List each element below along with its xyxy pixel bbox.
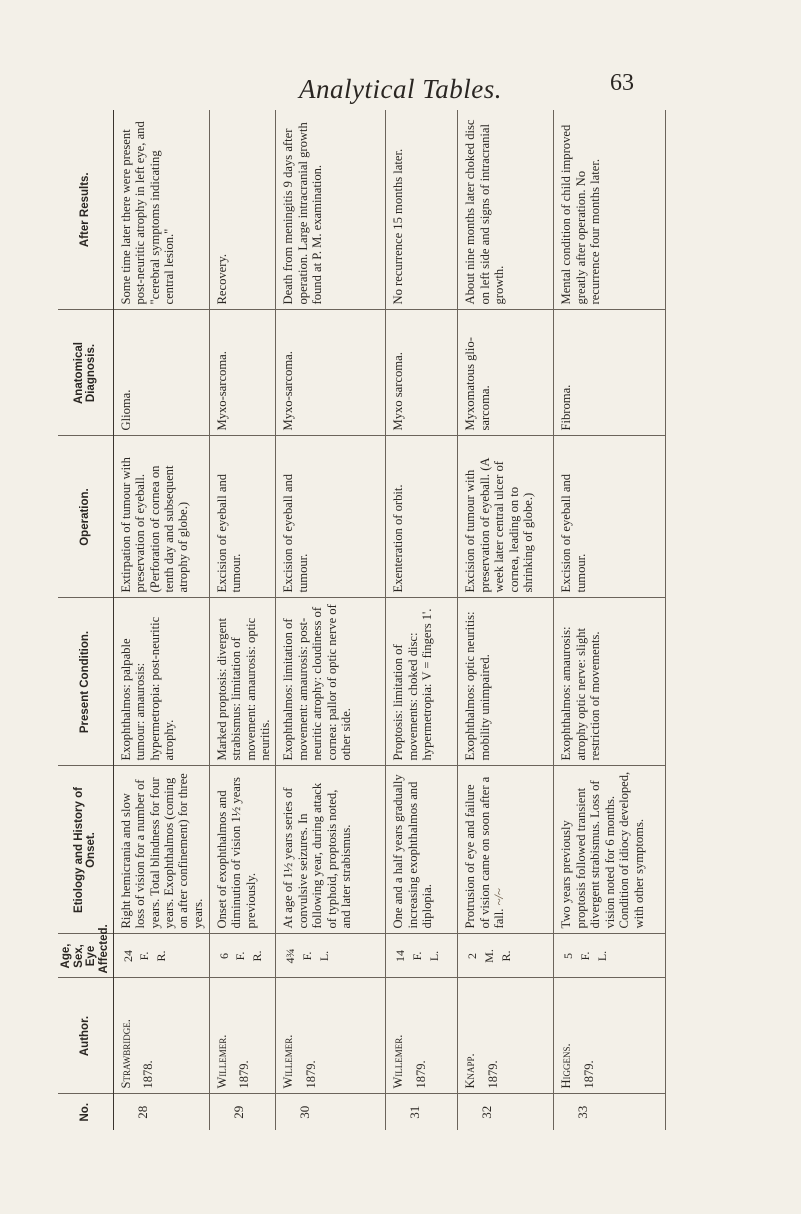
cell-etiology: Onset of exophthalmos and diminution of vision 1½ years previously. bbox=[209, 766, 276, 934]
header-present: Present Condition. bbox=[58, 598, 113, 766]
cell-diagnosis: Myxo-sarcoma. bbox=[209, 310, 276, 436]
cell-etiology bbox=[458, 766, 554, 934]
cell-age: 2 M. R. bbox=[458, 934, 554, 978]
cell-author: Willemer. 1879. bbox=[209, 978, 276, 1094]
cell-results: No recurrence 15 months later. bbox=[386, 110, 458, 310]
cell-present: Exophthalmos: amaurosis: atrophy optic nerve: slight restriction of movements. bbox=[554, 598, 666, 766]
cell-age: 14 F. L. bbox=[386, 934, 458, 978]
cell-age: 6 F. R. bbox=[209, 934, 276, 978]
cell-author: Higgens. 1879. bbox=[554, 978, 666, 1094]
cell-author: Willemer. 1879. bbox=[276, 978, 386, 1094]
cell-diagnosis: Myxo sarcoma. bbox=[386, 310, 458, 436]
analytical-table bbox=[58, 110, 666, 1130]
cell-no: 29 bbox=[209, 1094, 276, 1130]
cell-age: 4¾ F. L. bbox=[276, 934, 386, 978]
cell-age: 5 F. L. bbox=[554, 934, 666, 978]
header-operation: Operation. bbox=[58, 436, 113, 598]
cell-operation: Excision of eyeball and tumour. bbox=[276, 436, 386, 598]
table-row bbox=[554, 110, 666, 1130]
cell-diagnosis: Fibroma. bbox=[554, 310, 666, 436]
cell-present: Proptosis: limitation of movements: choked disc: hypermetropia: V = fingers 1'. bbox=[386, 598, 458, 766]
cell-diagnosis: Myxomatous glio-sarcoma. bbox=[458, 310, 554, 436]
cell-present: Exophthalmos: limitation of movement: amaurosis: post-neuritic atrophy: cloudiness of cornea: pallor of optic nerve of other side. bbox=[276, 598, 386, 766]
header-age: Age, Sex, Eye Affected. bbox=[58, 934, 113, 978]
cell-present: Exophthalmos: palpable tumour: amaurosis: hypermetropia: post-neuritic atrophy. bbox=[113, 598, 209, 766]
cell-author: Knapp. 1879. bbox=[458, 978, 554, 1094]
table-row bbox=[113, 110, 209, 1130]
cell-etiology: One and a half years gradually increasing exophthalmos and diplopia. bbox=[386, 766, 458, 934]
table-row bbox=[386, 110, 458, 1130]
cell-author: Willemer. 1879. bbox=[386, 978, 458, 1094]
cell-results: Mental condition of child improved greatly after operation. No recurrence four months later. bbox=[554, 110, 666, 310]
cell-no: 30 bbox=[276, 1094, 386, 1130]
cell-results: Death from meningitis 9 days after operation. Large intracranial growth found at P. M. examination. bbox=[276, 110, 386, 310]
cell-operation: Exenteration of orbit. bbox=[386, 436, 458, 598]
cell-operation: Excision of tumour with preservation of eyeball. (A week later central ulcer of cornea, leading on to shrinking of globe.) bbox=[458, 436, 554, 598]
page-title: Analytical Tables. bbox=[299, 74, 502, 104]
cell-present: Exophthalmos: optic neuritis: mobility unimpaired. bbox=[458, 598, 554, 766]
cell-no: 33 bbox=[554, 1094, 666, 1130]
table-row bbox=[276, 110, 386, 1130]
cell-results: Some time later there were present post-neuritic atrophy in left eye, and "cerebral symptoms indicating central lesion." bbox=[113, 110, 209, 310]
header-diagnosis: Anatomical Diagnosis. bbox=[58, 310, 113, 436]
header-author: Author. bbox=[58, 978, 113, 1094]
cell-no: 31 bbox=[386, 1094, 458, 1130]
cell-results: About nine months later choked disc on left side and signs of intracranial growth. bbox=[458, 110, 554, 310]
cell-age: 24 F. R. bbox=[113, 934, 209, 978]
cell-diagnosis: Glioma. bbox=[113, 310, 209, 436]
header-no: No. bbox=[58, 1094, 113, 1130]
table-row bbox=[458, 110, 554, 1130]
table-header-row bbox=[58, 110, 113, 1130]
header-etiology: Etiology and History of Onset. bbox=[58, 766, 113, 934]
header-results: After Results. bbox=[58, 110, 113, 310]
cell-operation: Excision of eyeball and tumour. bbox=[554, 436, 666, 598]
page-number: 63 bbox=[610, 70, 634, 96]
cell-etiology: At age of 1½ years series of convulsive seizures. In following year, during attack of typhoid, proptosis noted, and later strabismus. bbox=[276, 766, 386, 934]
cell-operation: Excision of eyeball and tumour. bbox=[209, 436, 276, 598]
cell-author: Strawbridge. 1878. bbox=[113, 978, 209, 1094]
cell-no: 28 bbox=[113, 1094, 209, 1130]
cell-diagnosis: Myxo-sarcoma. bbox=[276, 310, 386, 436]
cell-no: 32 bbox=[458, 1094, 554, 1130]
cell-etiology: Two years previously proptosis followed transient divergent strabismus. Loss of vision noted for 6 months. Condition of idiocy developed, with other symptoms. bbox=[554, 766, 666, 934]
cell-etiology: Right hemicrania and slow loss of vision for a number of years. Total blindness for four years. Exophthalmos (coming on after confinement) for three years. bbox=[113, 766, 209, 934]
rotated-table-wrapper bbox=[58, 110, 758, 1130]
table-row bbox=[209, 110, 276, 1130]
cell-results: Recovery. bbox=[209, 110, 276, 310]
handwritten-annotation: ~/~ bbox=[492, 888, 507, 906]
cell-operation: Extirpation of tumour with preservation of eyeball. (Perforation of cornea on tenth day and subsequent atrophy of globe.) bbox=[113, 436, 209, 598]
etiology-text: Protrusion of eye and failure of vision came on soon after a fall. bbox=[463, 776, 507, 929]
cell-present: Marked proptosis: divergent strabismus: limitation of movement: amaurosis: optic neuritis. bbox=[209, 598, 276, 766]
